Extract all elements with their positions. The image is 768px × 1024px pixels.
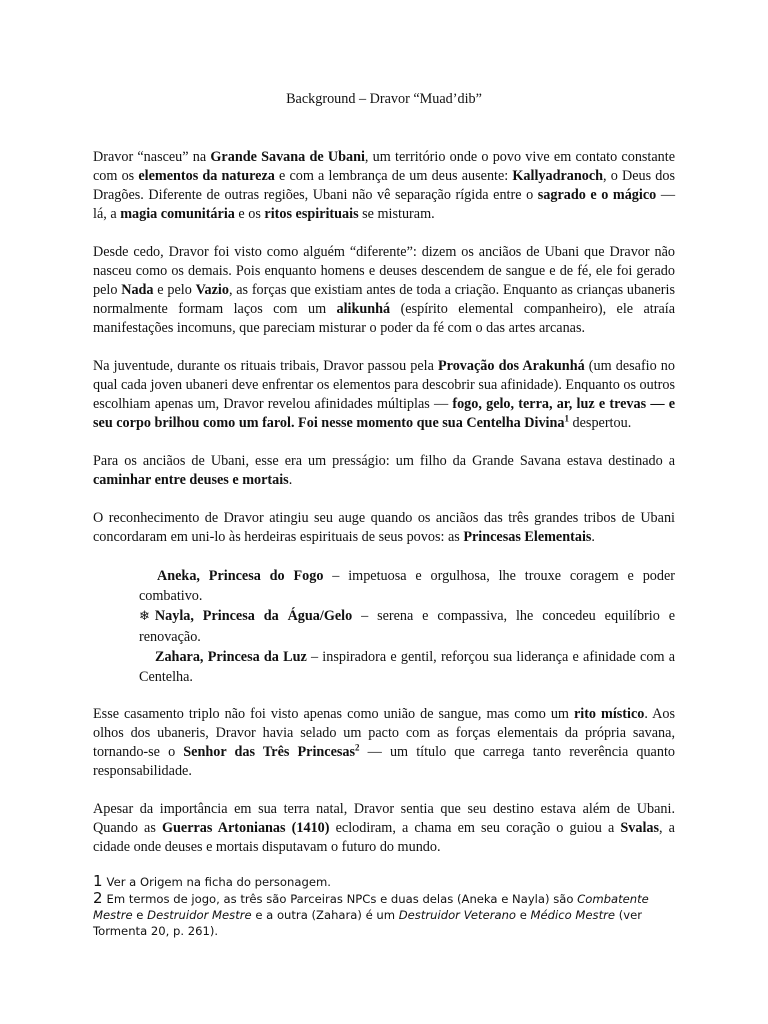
paragraph-youth: [93, 357, 675, 433]
bold-term: elementos da natureza: [138, 168, 275, 184]
princess-description: – serena e compassiva, lhe concedeu equilíbrio e renovação.: [139, 608, 675, 645]
bold-term: Guerras Artonianas (1410): [161, 820, 330, 836]
princess-name: Zahara, Princesa da Luz: [155, 649, 307, 665]
bold-term: fogo, gelo, terra, ar, luz e trevas — e seu corpo brilhou como um farol. Foi nesse momento que sua Centelha Divina: [93, 396, 675, 431]
footnote-ref-2[interactable]: 2: [355, 742, 360, 753]
footnote-italic: Médico Mestre: [530, 908, 616, 922]
bold-term: Princesas Elementais: [463, 529, 592, 545]
bold-term: magia comunitária: [120, 206, 235, 222]
princess-name: Aneka, Princesa do Fogo: [157, 568, 324, 584]
paragraph-marriage: [93, 705, 675, 781]
bold-term: Nada: [121, 282, 154, 298]
paragraph-childhood: [93, 243, 675, 338]
text-run: eclodiram, a chama em seu coração o guiou a: [329, 820, 621, 836]
footnote-2: [93, 890, 675, 939]
footnote-text: e: [132, 908, 148, 922]
footnote-number: 2: [93, 889, 103, 907]
text-run: Na juventude, durante os rituais tribais, Dravor passou pela: [93, 358, 438, 374]
text-run: , um território onde o povo vive em contato constante com os: [93, 149, 676, 184]
text-run: e com a lembrança de um deus ausente:: [274, 168, 513, 184]
text-run: .: [591, 529, 595, 545]
bold-term: Senhor das Três Princesas: [183, 744, 356, 760]
footnote-1: [93, 873, 675, 890]
bold-term: Provação dos Arakunhá: [438, 358, 585, 374]
text-run: Desde cedo, Dravor foi visto como alguém “diferente”: dizem os anciãos de Ubani que Dravor não nasceu como os demais. Pois enquanto homens e deuses descendem de sangue e de fé, ele foi gerado pelo: [93, 244, 675, 298]
text-run: , as forças que existiam antes de toda a criação. Enquanto as crianças ubaneris normalmente formam laços com um: [93, 282, 675, 317]
paragraph-destiny: [93, 800, 675, 857]
text-run: — um título que carrega tanto reverência quanto responsabilidade.: [93, 744, 675, 779]
text-run: , o Deus dos Dragões. Diferente de outras regiões, Ubani não vê separação rígida entre o: [93, 168, 676, 203]
bold-term: Vazio: [195, 282, 229, 298]
paragraph-recognition: [93, 509, 675, 547]
text-run: despertou.: [568, 415, 632, 431]
footnote-italic: Combatente Mestre: [93, 892, 649, 922]
bold-term: Kallyadranoch: [512, 168, 604, 184]
text-run: e os: [234, 206, 265, 222]
text-run: e pelo: [153, 282, 196, 298]
princess-description: – impetuosa e orgulhosa, lhe trouxe coragem e poder combativo.: [139, 568, 675, 604]
footnote-text: e: [516, 908, 531, 922]
paragraph-omen: [93, 452, 675, 490]
bold-term: Grande Savana de Ubani: [210, 149, 365, 165]
footnote-italic: Destruidor Mestre: [147, 908, 252, 922]
list-item-zahara: [139, 647, 675, 687]
princess-description: – inspiradora e gentil, reforçou sua liderança e afinidade com a Centelha.: [139, 649, 675, 685]
bold-term: rito místico: [573, 706, 645, 722]
text-run: (espírito elemental companheiro), ele atraía manifestações incomuns, que pareciam misturar o poder da fé com o das artes arcanas.: [93, 301, 675, 336]
text-run: Esse casamento triplo não foi visto apenas como união de sangue, mas como um: [93, 706, 574, 722]
text-run: Dravor “nasceu” na: [93, 149, 211, 165]
text-run: O reconhecimento de Dravor atingiu seu auge quando os anciãos das três grandes tribos de Ubani concordaram em uni-lo às herdeiras espirituais de seus povos: as: [93, 510, 675, 545]
footnote-text: (ver Tormenta 20, p. 261).: [93, 908, 643, 938]
text-run: — lá, a: [93, 187, 675, 222]
text-run: . Aos olhos dos ubaneris, Dravor havia selado um pacto com as forças elementais da própria savana, tornando-se o: [93, 706, 676, 760]
snowflake-icon: ❄: [139, 609, 150, 624]
footnote-text: e a outra (Zahara) é um: [251, 908, 399, 922]
text-run: Para os anciãos de Ubani, esse era um presságio: um filho da Grande Savana estava destinado a: [93, 453, 675, 469]
list-item-aneka: [139, 566, 675, 606]
text-run: .: [288, 472, 293, 488]
text-run: se misturam.: [358, 206, 435, 222]
paragraph-origin: [93, 148, 675, 224]
bold-term: Svalas: [620, 820, 660, 836]
footnote-number: 1: [93, 872, 103, 890]
bold-term: ritos espirituais: [264, 206, 359, 222]
footnote-text: Ver a Origem na ficha do personagem.: [106, 875, 331, 889]
princess-name: Nayla, Princesa da Água/Gelo: [154, 608, 353, 624]
bold-term: alikunhá: [336, 301, 391, 317]
footnote-text: Em termos de jogo, as três são Parceiras NPCs e duas delas (Aneka e Nayla) são: [106, 892, 578, 906]
bold-term: sagrado e o mágico: [537, 187, 657, 203]
bold-term: caminhar entre deuses e mortais: [93, 472, 289, 488]
text-run: Apesar da importância em sua terra natal, Dravor sentia que seu destino estava além de Ubani. Quando as: [93, 801, 675, 836]
princess-list: [93, 566, 675, 687]
text-run: (um desafio no qual cada joven ubaneri deve enfrentar os elementos para descobrir sua afinidade). Enquanto os outros escolhiam apenas um, Dravor revelou afinidades múltiplas —: [93, 358, 675, 412]
footnote-ref-1[interactable]: 1: [564, 413, 569, 424]
document-body: [93, 90, 675, 876]
text-run: , a cidade onde deuses e mortais disputavam o futuro do mundo.: [93, 820, 675, 855]
list-item-nayla: [139, 606, 675, 647]
document-title: Background – Dravor “Muad’dib”: [286, 91, 482, 107]
footnotes: [93, 873, 675, 939]
footnote-italic: Destruidor Veterano: [398, 908, 517, 922]
